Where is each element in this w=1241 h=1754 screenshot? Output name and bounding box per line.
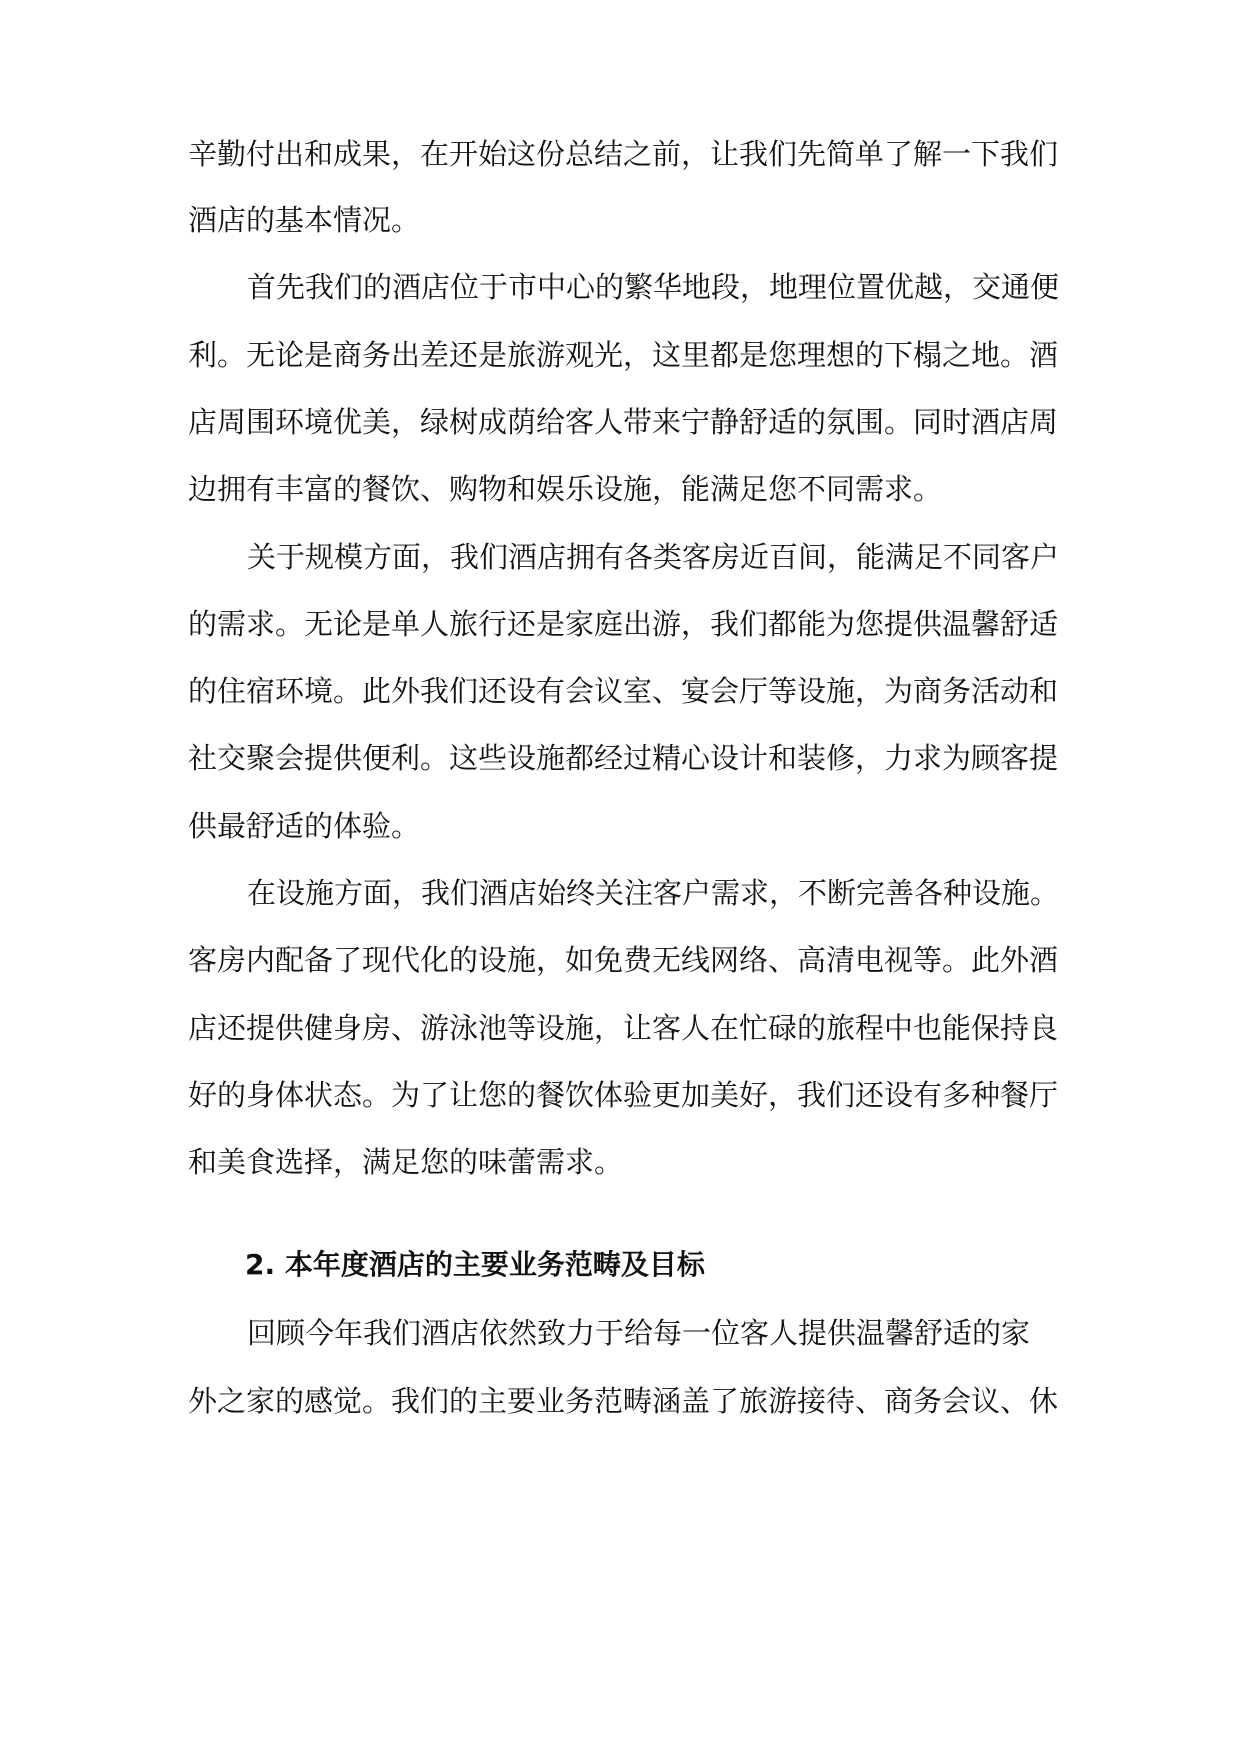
paragraph-line: 首先我们的酒店位于市中心的繁华地段，地理位置优越，交通便: [247, 270, 1060, 304]
paragraph-line: 和美食选择，满足您的味蕾需求。: [188, 1145, 624, 1179]
paragraph-line: 社交聚会提供便利。这些设施都经过精心设计和装修，力求为顾客提: [188, 741, 1059, 775]
paragraph-line: 利。无论是商务出差还是旅游观光，这里都是您理想的下榻之地。酒: [188, 338, 1059, 372]
paragraph-line: 店还提供健身房、游泳池等设施，让客人在忙碌的旅程中也能保持良: [188, 1011, 1059, 1045]
paragraph-line: 店周围环境优美，绿树成荫给客人带来宁静舒适的氛围。同时酒店周: [188, 405, 1059, 439]
section-heading: 2. 本年度酒店的主要业务范畴及目标: [245, 1248, 705, 1281]
paragraph-line: 的需求。无论是单人旅行还是家庭出游，我们都能为您提供温馨舒适: [188, 607, 1059, 641]
paragraph-line: 回顾今年我们酒店依然致力于给每一位客人提供温馨舒适的家: [247, 1316, 1031, 1350]
paragraph-line: 酒店的基本情况。: [188, 203, 421, 237]
paragraph-line: 辛勤付出和成果，在开始这份总结之前，让我们先简单了解一下我们: [188, 137, 1059, 171]
paragraph-line: 供最舒适的体验。: [188, 809, 421, 843]
paragraph-line: 边拥有丰富的餐饮、购物和娱乐设施，能满足您不同需求。: [188, 472, 943, 506]
paragraph-line: 外之家的感觉。我们的主要业务范畴涵盖了旅游接待、商务会议、休: [188, 1384, 1059, 1418]
paragraph-line: 客房内配备了现代化的设施，如免费无线网络、高清电视等。此外酒: [188, 943, 1059, 977]
paragraph-line: 好的身体状态。为了让您的餐饮体验更加美好，我们还设有多种餐厅: [188, 1078, 1059, 1112]
paragraph-line: 在设施方面，我们酒店始终关注客户需求，不断完善各种设施。: [247, 876, 1060, 910]
paragraph-line: 关于规模方面，我们酒店拥有各类客房近百间，能满足不同客户: [247, 540, 1060, 574]
paragraph-line: 的住宿环境。此外我们还设有会议室、宴会厅等设施，为商务活动和: [188, 674, 1059, 708]
